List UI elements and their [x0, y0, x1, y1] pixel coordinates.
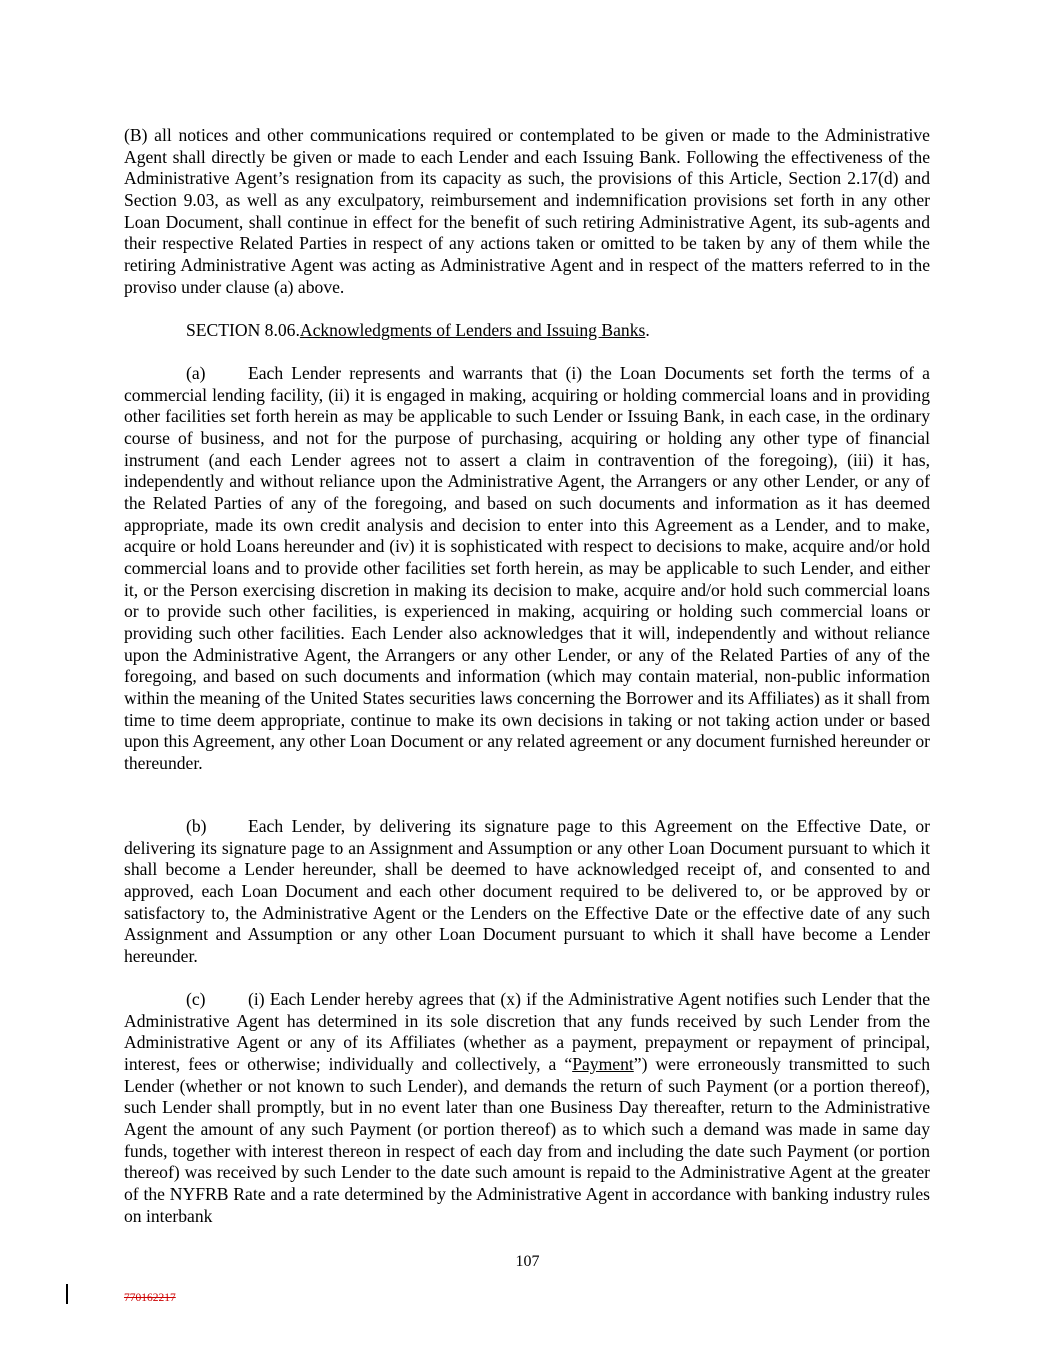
page-number: 107 — [515, 1253, 540, 1270]
change-bar — [66, 1284, 68, 1304]
clause-b — [124, 816, 930, 968]
clause-a-text: Each Lender represents and warrants that (i) the Loan Documents set forth the terms of a commercial lending facility, (ii) it is engaged in making, acquiring or holding commercial loans and in providing other facilities set forth herein as may be applicable to such Lender or Issuing Bank, in each case, in the ordinary course of business, and not for the purpose of purchasing, acquiring or holding any other type of financial instrument (and each Lender agrees not to assert a claim in contravention of the foregoing), (iii) it has, independently and without reliance upon the Administrative Agent, the Arrangers or any other Lender, or any of the Related Parties of any of the foregoing, and based on such documents and information as it has deemed appropriate, made its own credit analysis and decision to enter into this Agreement as a Lender, and to make, acquire or hold Loans hereunder and (iv) it is sophisticated with respect to decisions to make, acquire and/or hold commercial loans and to provide other facilities set forth herein, as may be applicable to such Lender, and either it, or the Person exercising discretion in making its decision to make, acquire and/or hold such commercial loans or to provide such other facilities, is experienced in making, acquiring or holding such commercial loans or providing such other facilities. Each Lender also acknowledges that it will, independently and without reliance upon the Administrative Agent, the Arrangers or any other Lender, or any of the Related Parties of any of the foregoing, and based on such documents and information (which may contain material, non-public information within the meaning of the United States securities laws concerning the Borrower and its Affiliates) as it shall from time to time deem appropriate, continue to make its own decisions in taking or not taking action under or based upon this Agreement, any other Loan Document or any related agreement or any document furnished hereunder or thereunder. — [124, 363, 930, 773]
clause-b-text: Each Lender, by delivering its signature page to this Agreement on the Effective Date, or delivering its signature page to an Assignment and Assumption or any other Loan Document pursuant to which it shall become a Lender hereunder, shall be deemed to have acknowledged receipt of, and consented to and approved, each Loan Document and each other document required to be delivered to, or be approved by or satisfactory to, the Administrative Agent or the Lenders on the Effective Date or the effective date of any such Assignment and Assumption or any other Loan Document pursuant to which it shall have become a Lender hereunder. — [124, 816, 930, 966]
paragraph-resignation-tail: (B) all notices and other communications required or contemplated to be given or made to the Administrative Agent shall directly be given or made to each Lender and each Issuing Bank. Following the effectiveness of the Administrative Agent’s resignation from its capacity as such, the provisions of this Article, Section 2.17(d) and Section 9.03, as well as any exculpatory, reimbursement and indemnification provisions set forth in any other Loan Document, shall continue in effect for the benefit of such retiring Administrative Agent, its sub-agents and their respective Related Parties in respect of any actions taken or omitted to be taken by any of them while the retiring Administrative Agent was acting as Administrative Agent and in respect of the matters referred to in the proviso under clause (a) above. — [124, 125, 930, 297]
clause-c-text-after: ”) were erroneously transmitted to such Lender (whether or not known to such Lender), and demands the return of such Payment (or a portion thereof), such Lender shall promptly, but in no event later than one Business Day thereafter, return to the Administrative Agent the amount of any such Payment (or portion thereof) as to which such a demand was made in same day funds, together with interest thereon in respect of each day from and including the date such Payment (or portion thereof) was received by such Lender to the date such amount is repaid to the Administrative Agent at the greater of the NYFRB Rate and a rate determined by the Administrative Agent in accordance with banking industry rules on interbank — [124, 1053, 930, 1226]
section-title: Acknowledgments of Lenders and Issuing Banks — [299, 320, 646, 340]
clause-c — [124, 989, 930, 1227]
defined-term-payment: Payment — [572, 1053, 634, 1074]
clause-a — [124, 363, 930, 774]
clause-c-label: (c) — [186, 989, 206, 1009]
section-number: SECTION 8.06. — [186, 320, 300, 340]
clause-b-label: (b) — [186, 816, 207, 836]
document-id: 770162217 — [124, 1292, 176, 1304]
clause-a-label: (a) — [186, 363, 206, 383]
section-heading — [124, 320, 930, 342]
section-title-suffix: . — [645, 320, 650, 340]
clause-c-text-before: (i) Each Lender hereby agrees that (x) if the Administrative Agent notifies such Lender that the Administrative Agent has determined in its sole discretion that any funds received by such Lender from the Administrative Agent or any of its Affiliates (whether as a payment, prepayment or repayment of principal, interest, fees or otherwise; individually and collectively, a “ — [124, 989, 930, 1074]
